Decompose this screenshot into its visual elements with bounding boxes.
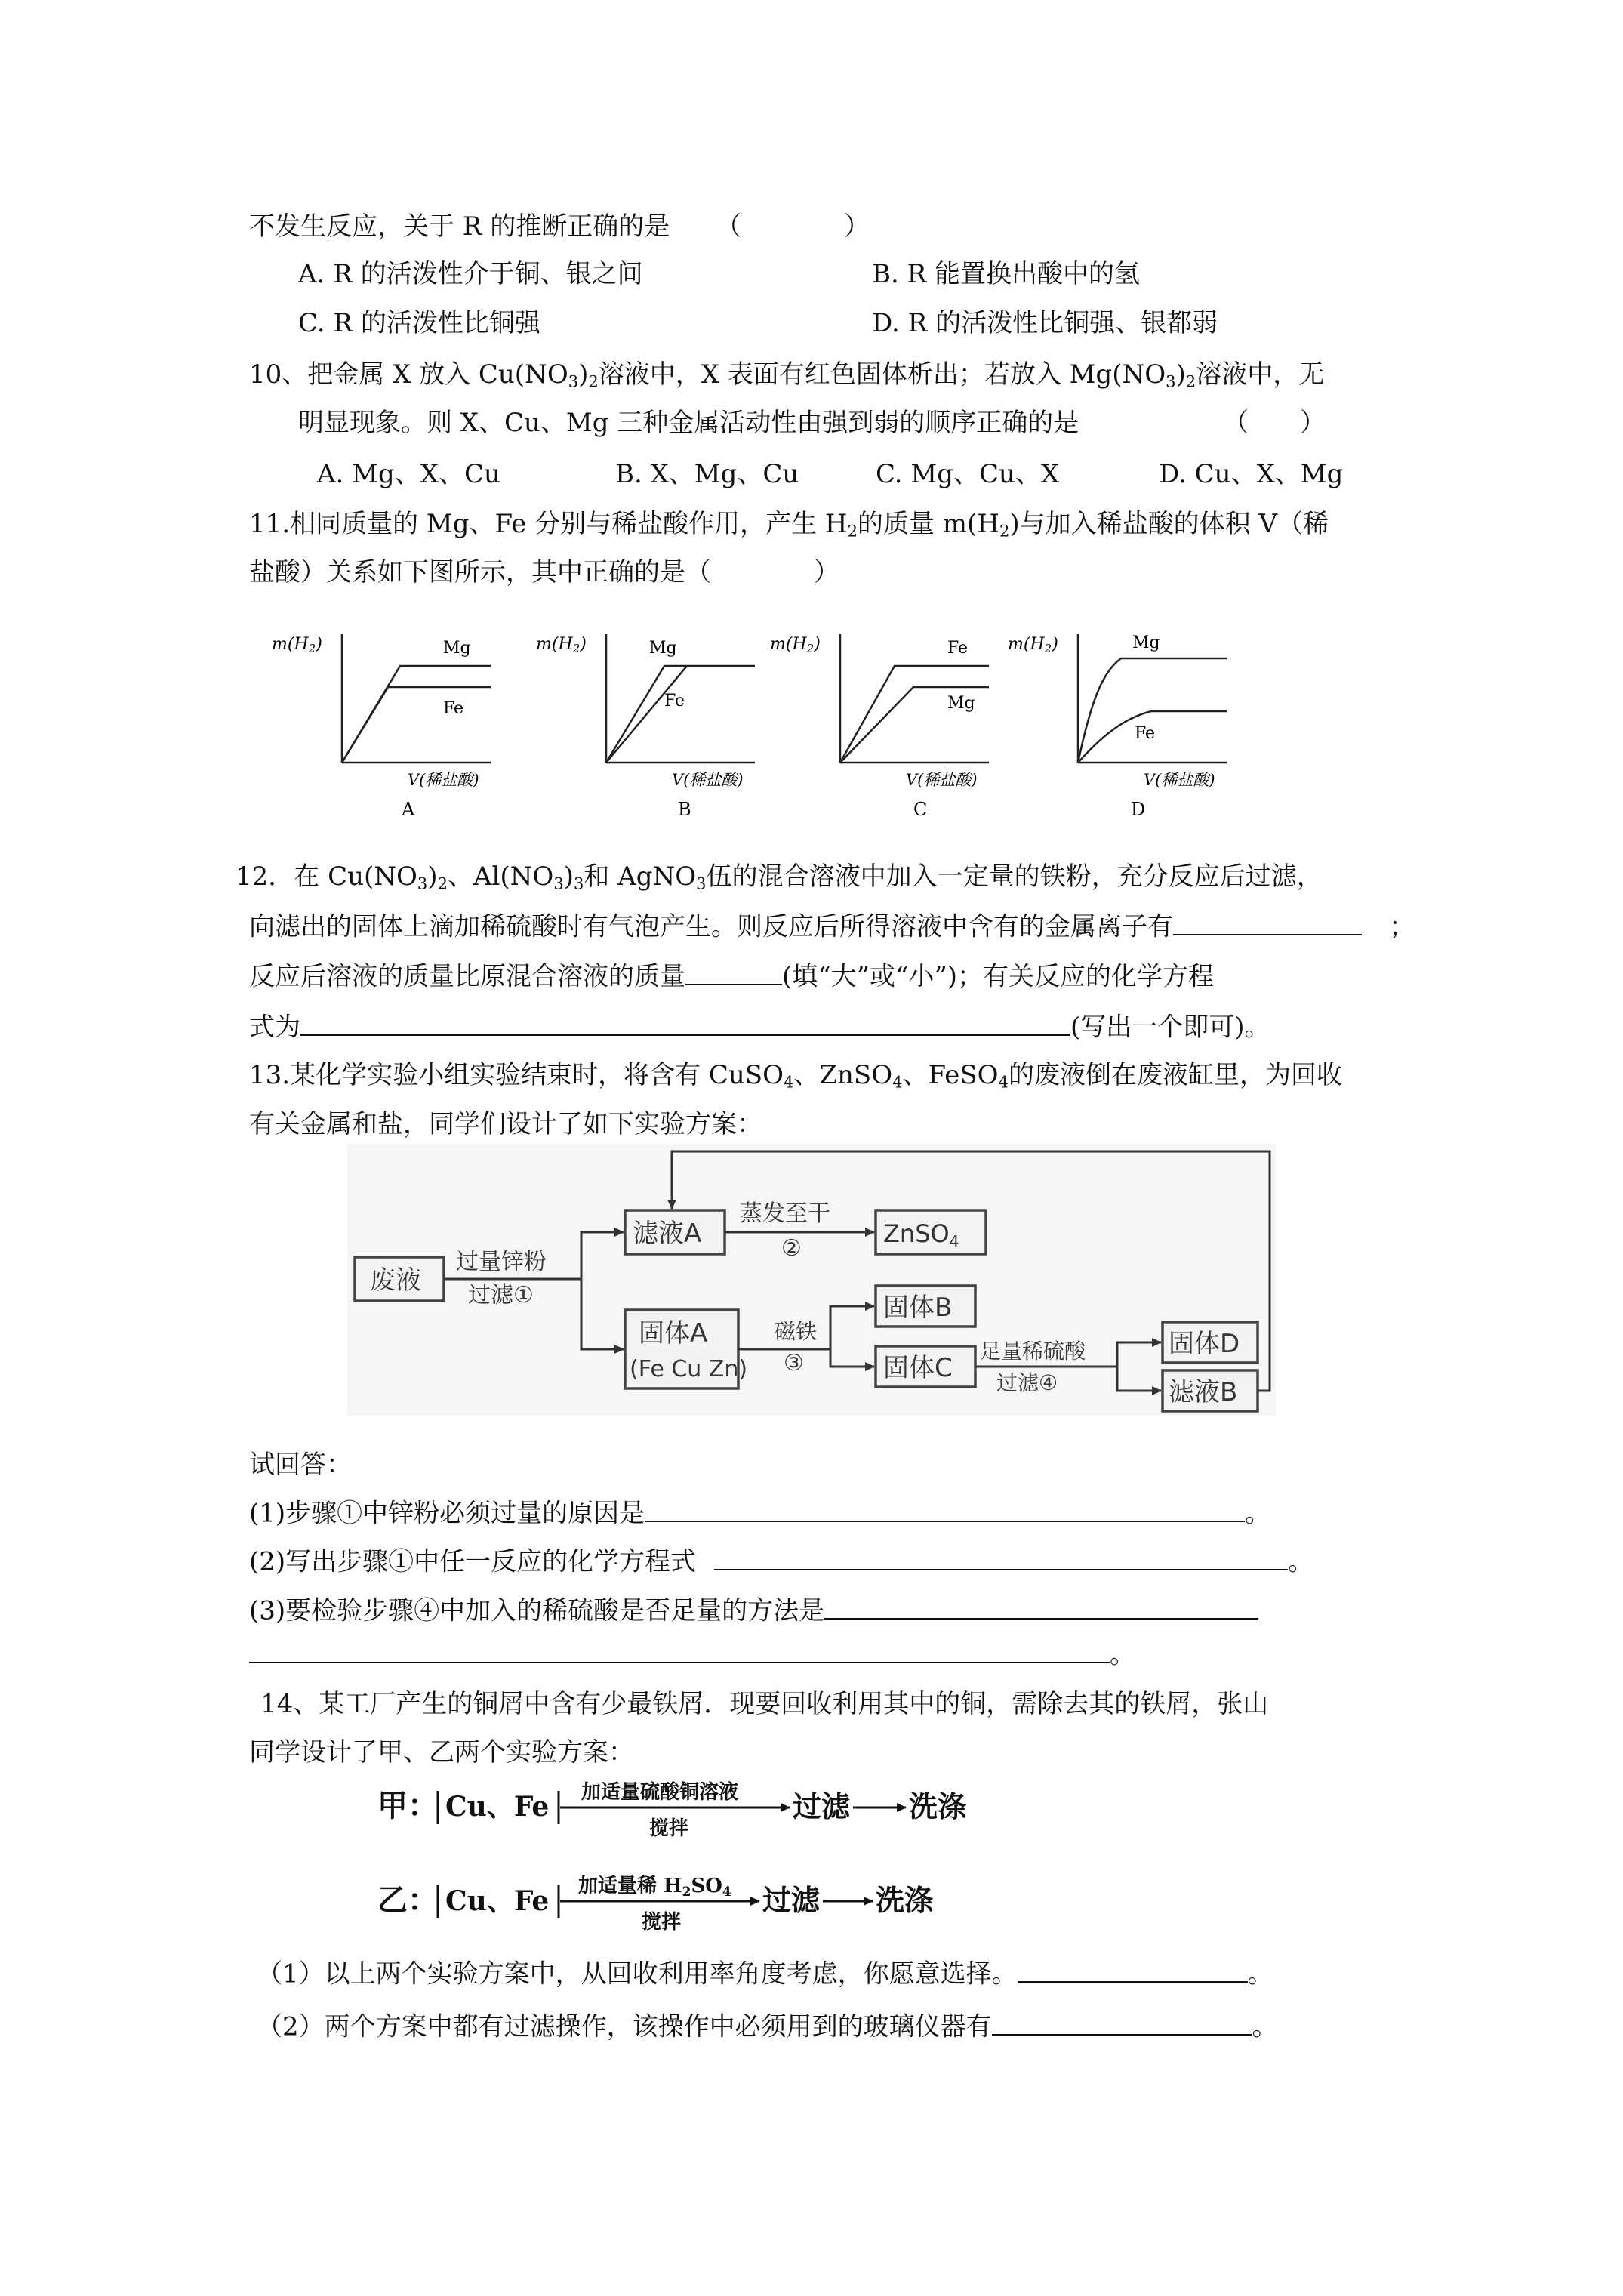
q9-stem <box>249 211 870 242</box>
q12-line2 <box>249 911 1415 942</box>
q12-blank-mass[interactable] <box>685 960 782 985</box>
scheme-jia-wash: 洗涤 <box>909 1789 967 1823</box>
flow-label-step4-bottom: 过滤④ <box>996 1370 1058 1395</box>
q13-answer-intro: 试回答： <box>249 1450 352 1480</box>
graph-b-mg-label: Mg <box>649 639 677 658</box>
graph-a-ylabel: m(H2) <box>272 635 322 655</box>
scheme-yi-mix: Cu、Fe <box>445 1885 550 1917</box>
q12-line3 <box>249 960 1214 992</box>
flow-label-znso4: ZnSO4 <box>883 1219 959 1250</box>
q14-text: 。 <box>1252 2011 1278 2042</box>
q14-line1: 14、某工厂产生的铜屑中含有少最铁屑．现要回收利用其中的铜，需除去其的铁屑，张山 <box>260 1689 1269 1719</box>
graph-a-mg-line <box>342 666 491 763</box>
q10-text: ) <box>578 359 589 390</box>
q13-blank-3b[interactable] <box>249 1638 1110 1663</box>
graph-c-caption: C <box>913 799 928 819</box>
scheme-yi-label: 乙： <box>377 1882 438 1918</box>
q12-blank-equation[interactable] <box>300 1011 1070 1036</box>
q11-line2: 盐酸）关系如下图所示，其中正确的是（ ） <box>249 557 839 587</box>
q12-text: 伍的混合溶液中加入一定量的铁粉，充分反应后过滤， <box>706 861 1323 892</box>
q12-text: 、Al(NO <box>447 861 554 892</box>
q9-stem-text: 不发生反应，关于 R 的推断正确的是 <box>249 211 670 242</box>
q10-text: 10、把金属 X 放入 Cu(NO <box>249 359 568 390</box>
q12-line1 <box>236 861 1323 893</box>
scheme-yi-condition: 搅拌 <box>642 1911 682 1934</box>
flow-label-step2-bottom: ② <box>781 1235 802 1262</box>
q14-text: （2）两个方案中都有过滤操作，该操作中必须用到的玻璃仪器有 <box>257 2011 992 2042</box>
q11-sub: 2 <box>847 521 858 541</box>
q9-answer-paren: （ ） <box>716 211 870 242</box>
q13-text: 。 <box>1245 1498 1271 1529</box>
q13-line1 <box>249 1060 1342 1092</box>
q10-text: ) <box>1175 359 1186 390</box>
q12-text: ； <box>1389 911 1415 942</box>
q12-text: 反应后溶液的质量比原混合溶液的质量 <box>249 961 685 992</box>
q10-sub: 2 <box>588 371 599 391</box>
q10-sub: 3 <box>568 371 579 391</box>
q9-option-d: D. R 的活泼性比铜强、银都弱 <box>872 308 1218 338</box>
flow-label-step1-top: 过量锌粉 <box>456 1249 547 1275</box>
q13-line2: 有关金属和盐，同学们设计了如下实验方案： <box>249 1109 762 1139</box>
q13-blank-1[interactable] <box>645 1497 1245 1522</box>
scheme-jia <box>377 1780 967 1840</box>
q10-option-b: B. X、Mg、Cu <box>615 459 799 489</box>
graph-a <box>272 634 491 819</box>
q12-sub: 3 <box>553 874 564 893</box>
graph-a-caption: A <box>402 799 415 819</box>
flow-label-step3-bottom: ③ <box>784 1350 804 1376</box>
q13-text: 、FeSO <box>902 1060 999 1090</box>
q10-text: 溶液中，X 表面有红色固体析出；若放入 Mg(NO <box>598 359 1166 390</box>
q12-text: (写出一个即可)。 <box>1070 1012 1270 1043</box>
q11-sub: 2 <box>999 521 1010 541</box>
graph-b <box>536 634 755 819</box>
q14-sub1 <box>257 1958 1273 1989</box>
q10-sub: 2 <box>1185 371 1196 391</box>
q12-line4 <box>249 1011 1270 1043</box>
q14-blank-2[interactable] <box>992 2011 1252 2036</box>
q12-text: (填“大”或“小”)；有关反应的化学方程 <box>782 961 1215 992</box>
q12-text: 式为 <box>249 1012 300 1043</box>
graph-a-xlabel: V(稀盐酸) <box>408 771 479 789</box>
q13-text: (1)步骤①中锌粉必须过量的原因是 <box>249 1498 645 1529</box>
scheme-yi-filter: 过滤 <box>762 1883 821 1917</box>
q12-sub: 2 <box>437 874 448 893</box>
graph-d-caption: D <box>1131 799 1146 819</box>
q13-sub1 <box>249 1497 1270 1529</box>
q14-blank-1[interactable] <box>1018 1958 1248 1983</box>
scheme-jia-filter: 过滤 <box>793 1789 851 1823</box>
q10-sub: 3 <box>1166 371 1176 391</box>
q10-option-a: A. Mg、X、Cu <box>317 459 500 489</box>
flow-label-solid-d: 固体D <box>1169 1329 1240 1359</box>
q13-blank-3a[interactable] <box>824 1595 1258 1620</box>
graph-a-fe-label: Fe <box>443 699 464 718</box>
q13-sub: 4 <box>783 1072 794 1092</box>
q13-text: 的废液倒在废液缸里，为回收 <box>1008 1060 1342 1090</box>
flow-label-solid-b: 固体B <box>883 1293 953 1323</box>
scheme-yi-reagent: 加适量稀 H2SO4 <box>578 1875 731 1900</box>
graph-b-ylabel: m(H2) <box>536 635 587 655</box>
graph-b-caption: B <box>678 799 691 819</box>
q13-flow-diagram <box>347 1144 1276 1416</box>
scheme-jia-mix: Cu、Fe <box>445 1791 550 1823</box>
flow-label-step2-top: 蒸发至干 <box>740 1200 830 1227</box>
scheme-jia-label: 甲： <box>377 1788 438 1823</box>
graph-d <box>1008 633 1227 819</box>
q12-sub: 3 <box>696 874 707 893</box>
q11-graphs <box>272 612 1261 819</box>
graph-c <box>770 634 989 819</box>
flow-label-filtrate-b: 滤液B <box>1169 1377 1238 1407</box>
graph-a-mg-label: Mg <box>443 639 471 658</box>
graph-d-fe-label: Fe <box>1135 724 1156 743</box>
q13-sub: 4 <box>892 1072 903 1092</box>
q13-sub: 4 <box>998 1072 1009 1092</box>
flow-label-waste: 废液 <box>370 1265 421 1296</box>
graph-c-ylabel: m(H2) <box>770 635 821 655</box>
flow-label-step4-top: 足量稀硫酸 <box>980 1339 1086 1364</box>
scheme-yi <box>377 1875 934 1934</box>
q13-sub2 <box>249 1546 1313 1577</box>
q10-option-d: D. Cu、X、Mg <box>1159 459 1344 489</box>
q10-answer-paren: （ ） <box>1223 408 1326 438</box>
graph-b-fe-line <box>606 666 687 763</box>
q14-text: （1）以上两个实验方案中，从回收利用率角度考虑，你愿意选择。 <box>257 1959 1018 1989</box>
graph-c-fe-label: Fe <box>947 639 969 658</box>
q13-text: 。 <box>1110 1639 1135 1670</box>
q14-sub2 <box>257 2011 1278 2042</box>
q13-text: 13.某化学实验小组实验结束时，将含有 CuSO <box>249 1060 784 1090</box>
q14-text: 。 <box>1247 1959 1273 1989</box>
q9-option-a: A. R 的活泼性介于铜、银之间 <box>298 259 643 289</box>
flow-label-solid-a-line2: (Fe Cu Zn) <box>630 1356 748 1382</box>
q12-text: 和 AgNO <box>584 861 697 892</box>
q9-option-c: C. R 的活泼性比铜强 <box>298 308 540 338</box>
graph-c-xlabel: V(稀盐酸) <box>906 771 978 789</box>
scheme-yi-wash: 洗涤 <box>876 1883 934 1917</box>
q13-text: (2)写出步骤①中任一反应的化学方程式 <box>249 1546 697 1577</box>
q11-text: 的质量 m(H <box>858 509 999 539</box>
q13-text: (3)要检验步骤④中加入的稀硫酸是否足量的方法是 <box>249 1595 825 1626</box>
q10-line2: 明显现象。则 X、Cu、Mg 三种金属活动性由强到弱的顺序正确的是 <box>298 408 1079 438</box>
q12-text: 向滤出的固体上滴加稀硫酸时有气泡产生。则反应后所得溶液中含有的金属离子有 <box>249 911 1173 942</box>
q12-text: ) <box>427 861 438 892</box>
q10-text: 溶液中，无 <box>1196 359 1325 390</box>
q12-text: 12．在 Cu(NO <box>236 861 417 892</box>
scheme-jia-condition: 搅拌 <box>649 1817 689 1840</box>
q13-blank-2[interactable] <box>714 1546 1288 1570</box>
q12-sub: 3 <box>417 874 428 893</box>
graph-d-mg-label: Mg <box>1132 633 1160 652</box>
flow-label-step1-bottom: 过滤① <box>468 1282 534 1308</box>
q14-schemes <box>362 1759 1042 1940</box>
q11-text: )与加入稀盐酸的体积 V（稀 <box>1009 509 1329 539</box>
graph-a-fe-line <box>342 687 491 763</box>
q13-text: 、ZnSO <box>793 1060 893 1090</box>
flow-label-solid-a-line1: 固体A <box>639 1318 708 1348</box>
scheme-jia-reagent: 加适量硫酸铜溶液 <box>581 1781 739 1804</box>
graph-c-mg-label: Mg <box>947 694 975 713</box>
flow-label-solid-c: 固体C <box>883 1353 953 1383</box>
graph-b-xlabel: V(稀盐酸) <box>672 771 744 789</box>
q13-sub3 <box>249 1595 1258 1626</box>
q10-option-c: C. Mg、Cu、X <box>876 459 1060 489</box>
graph-d-ylabel: m(H2) <box>1008 635 1058 655</box>
q13-sub3-cont <box>249 1638 1135 1670</box>
q11-text: 11.相同质量的 Mg、Fe 分别与稀盐酸作用，产生 H <box>249 509 848 539</box>
q10-line1 <box>249 359 1324 391</box>
q14-line2: 同学设计了甲、乙两个实验方案： <box>249 1737 634 1767</box>
q12-sub: 3 <box>574 874 584 893</box>
flow-label-step3-top: 磁铁 <box>775 1319 818 1344</box>
q9-option-b: B. R 能置换出酸中的氢 <box>872 259 1141 289</box>
graph-b-mg-line <box>606 666 755 763</box>
graph-d-xlabel: V(稀盐酸) <box>1144 771 1215 789</box>
q11-line1 <box>249 509 1329 541</box>
q13-text: 。 <box>1288 1546 1314 1577</box>
flow-label-filtrate-a: 滤液A <box>633 1219 702 1249</box>
q12-text: ) <box>563 861 574 892</box>
graph-c-fe-line <box>840 666 989 763</box>
graph-b-fe-label: Fe <box>664 692 685 710</box>
q12-blank-ions[interactable] <box>1173 911 1362 935</box>
